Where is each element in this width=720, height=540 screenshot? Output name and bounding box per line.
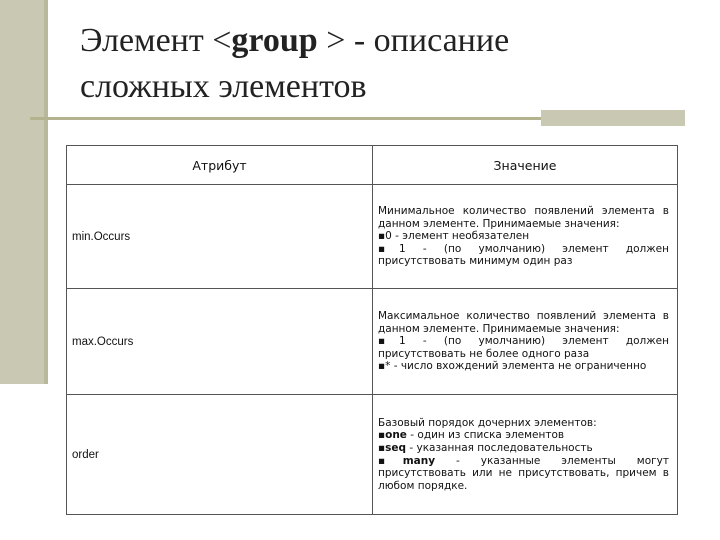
- description-line: [378, 455, 669, 493]
- description-line: ▪1 - (по умолчанию) элемент должен присутствовать минимум один раз: [378, 242, 669, 268]
- title-suffix: > - описание: [317, 22, 510, 59]
- attribute-description: [373, 395, 678, 515]
- header-attribute: Атрибут: [67, 146, 373, 185]
- description-line: [378, 442, 669, 455]
- option-keyword: ▪many: [378, 454, 436, 467]
- attribute-description: [373, 185, 678, 289]
- option-keyword: ▪one: [378, 429, 407, 442]
- side-accent-bar-edge: [44, 0, 48, 384]
- table-row: [67, 289, 678, 395]
- title-line-1: [80, 18, 700, 64]
- description-line: Базовый порядок дочерних элементов:: [378, 416, 597, 429]
- title-line-2: сложных элементов: [80, 68, 367, 105]
- option-text: - один из списка элементов: [406, 429, 565, 442]
- description-line: Минимальное количество появлений элемента в данном элементе. Принимаемые значения:: [378, 205, 669, 230]
- attribute-name: max.Occurs: [67, 289, 373, 395]
- attribute-name: order: [67, 395, 373, 515]
- attribute-name: min.Occurs: [67, 185, 373, 289]
- side-accent-bar: [0, 0, 48, 384]
- table-header-row: [67, 146, 678, 185]
- table-row: [67, 395, 678, 515]
- description-line: [378, 429, 669, 442]
- description-line: ▪1 - (по умолчанию) элемент должен присутствовать не более одного раза: [378, 335, 669, 360]
- slide-title: [80, 18, 700, 110]
- description-line: ▪* - число вхождений элемента не ограниченно: [378, 360, 647, 373]
- table-row: [67, 185, 678, 289]
- title-prefix: Элемент <: [80, 22, 232, 59]
- description-line: Максимальное количество появлений элемента в данном элементе. Принимаемые значения:: [378, 310, 669, 335]
- option-keyword: ▪seq: [378, 441, 407, 454]
- option-text: - указанные элементы могут присутствовать или не присутствовать, причем в любом порядке.: [378, 454, 669, 492]
- attributes-table: [66, 145, 678, 515]
- header-value: Значение: [373, 146, 678, 185]
- attribute-description: [373, 289, 678, 395]
- title-code: group: [231, 22, 318, 59]
- option-text: - указанная последовательность: [406, 441, 593, 454]
- title-underline-block: [541, 110, 685, 126]
- description-line: ▪0 - элемент необязателен: [378, 230, 530, 243]
